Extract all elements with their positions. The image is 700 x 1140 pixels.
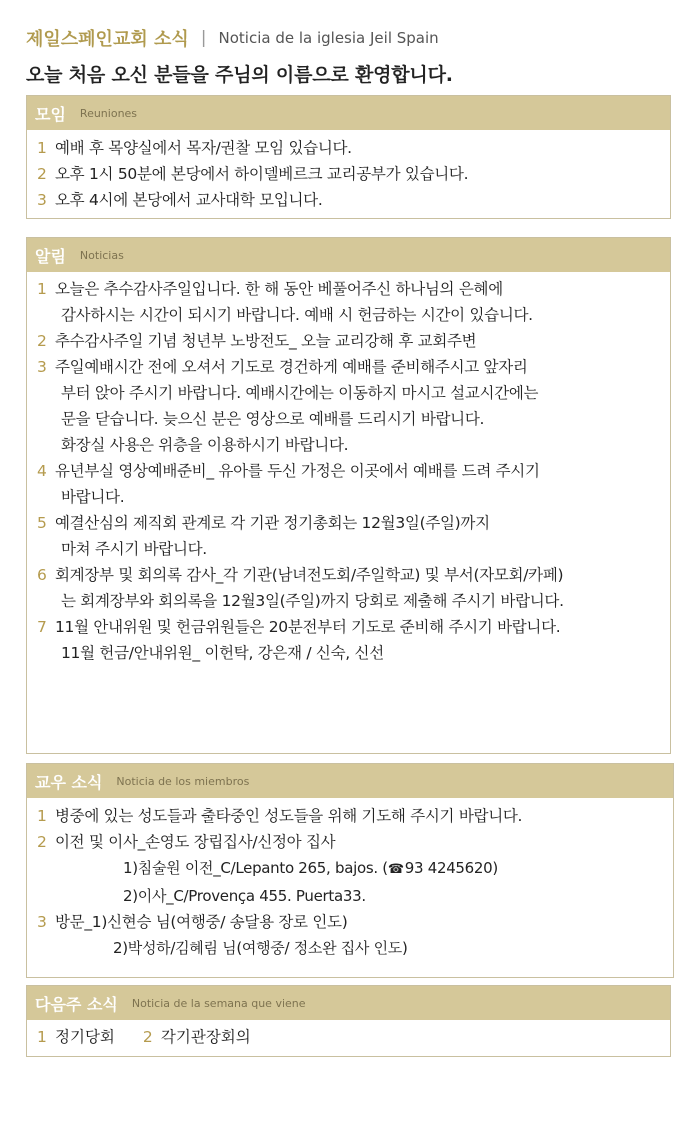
- list-item: [37, 803, 663, 829]
- item-text: 11월 헌금/안내위원_ 이헌탁, 강은재 / 신숙, 신선: [61, 644, 384, 662]
- item-text: 이전 및 이사_손영도 장립집사/신정아 집사: [55, 833, 336, 851]
- members-header: [27, 764, 673, 798]
- list-item: [37, 829, 663, 909]
- list-item: [37, 510, 660, 562]
- meetings-section: [26, 95, 671, 219]
- item-number: 3: [37, 358, 47, 376]
- item-number: 2: [142, 1028, 153, 1046]
- item-text: 회계장부 및 회의록 감사_각 기관(남녀전도회/주일학교) 및 부서(자모회/카페): [55, 566, 564, 584]
- item-number: 7: [37, 618, 47, 636]
- list-item: [37, 909, 663, 961]
- notices-list: [27, 272, 670, 670]
- item-number: 1: [37, 139, 47, 157]
- list-item: [37, 276, 660, 328]
- next-week-title-korean: 다음주 소식: [35, 994, 118, 1014]
- title-separator: |: [200, 28, 207, 48]
- meetings-list: [27, 130, 670, 217]
- item-text: 는 회계장부와 회의록을 12월3일(주일)까지 당회로 제출해 주시기 바랍니다.: [61, 592, 564, 610]
- list-item: [37, 328, 660, 354]
- item-text: 감사하시는 시간이 되시기 바랍니다. 예배 시 헌금하는 시간이 있습니다.: [61, 306, 533, 324]
- item-text: 오후 4시에 본당에서 교사대학 모입니다.: [55, 191, 323, 209]
- meetings-header: [27, 96, 670, 130]
- item-number: 2: [37, 165, 47, 183]
- bulletin-header: [26, 22, 676, 87]
- list-item: [37, 354, 660, 458]
- next-week-list: [27, 1020, 670, 1056]
- item-subline: 2)박성하/김혜림 님(여행중/ 정소완 집사 인도): [113, 939, 408, 957]
- members-list: [27, 798, 673, 965]
- item-number: 2: [37, 332, 47, 350]
- notices-title-korean: 알림: [35, 246, 66, 266]
- item-text: 바랍니다.: [61, 488, 125, 506]
- item-subline: 2)이사_C/Provença 455. Puerta33.: [123, 887, 366, 905]
- list-item: [37, 614, 660, 666]
- item-subline: [55, 855, 663, 883]
- list-item: [37, 458, 660, 510]
- item-number: 1: [37, 1028, 47, 1046]
- item-text: 예결산심의 제직회 관계로 각 기관 정기총회는 12월3일(주일)까지: [55, 514, 490, 532]
- item-number: 1: [37, 280, 47, 298]
- item-number: 6: [37, 566, 47, 584]
- meetings-title-korean: 모임: [35, 104, 66, 124]
- item-text: 정기당회: [55, 1028, 115, 1046]
- item-text: 부터 앉아 주시기 바랍니다. 예배시간에는 이동하지 마시고 설교시간에는: [61, 384, 539, 402]
- list-item: [37, 161, 660, 187]
- members-section: [26, 763, 674, 978]
- item-text: 오후 1시 50분에 본당에서 하이델베르크 교리공부가 있습니다.: [55, 165, 469, 183]
- item-number: 2: [37, 833, 47, 851]
- item-text: 문을 닫습니다. 늦으신 분은 영상으로 예배를 드리시기 바랍니다.: [61, 410, 485, 428]
- members-title-spanish: Noticia de los miembros: [116, 774, 250, 788]
- item-number: 3: [37, 191, 47, 209]
- item-text: 화장실 사용은 위층을 이용하시기 바랍니다.: [61, 436, 349, 454]
- church-name-korean: 제일스페인교회 소식: [26, 29, 189, 50]
- item-text: 병중에 있는 성도들과 출타중인 성도들을 위해 기도해 주시기 바랍니다.: [55, 807, 523, 825]
- item-text: 마쳐 주시기 바랍니다.: [61, 540, 207, 558]
- phone-icon: ☎: [387, 862, 404, 877]
- list-item: [37, 187, 660, 213]
- notices-header: [27, 238, 670, 272]
- notices-section: [26, 237, 671, 754]
- item-number: 3: [37, 913, 47, 931]
- meetings-title-spanish: Reuniones: [79, 106, 138, 120]
- item-text: 오늘은 추수감사주일입니다. 한 해 동안 베풀어주신 하나님의 은혜에: [55, 280, 503, 298]
- members-title-korean: 교우 소식: [35, 772, 103, 792]
- item-text: 추수감사주일 기념 청년부 노방전도_ 오늘 교리강해 후 교회주변: [55, 332, 477, 350]
- item-text: 유년부실 영상예배준비_ 유아를 두신 가정은 이곳에서 예배를 드려 주시기: [55, 462, 540, 480]
- notices-title-spanish: Noticias: [79, 248, 124, 262]
- item-number: 1: [37, 807, 47, 825]
- item-text: 11월 안내위원 및 헌금위원들은 20분전부터 기도로 준비해 주시기 바랍니다.: [55, 618, 561, 636]
- item-text: 예배 후 목양실에서 목자/권찰 모임 있습니다.: [55, 139, 352, 157]
- phone-number: 93 4245620): [404, 859, 498, 877]
- list-item: [37, 562, 660, 614]
- list-item: [37, 135, 660, 161]
- church-name-spanish: Noticia de la iglesia Jeil Spain: [218, 29, 439, 47]
- item-number: 5: [37, 514, 47, 532]
- item-text: 각기관장회의: [160, 1028, 251, 1046]
- item-text: 방문_1)신현승 님(여행중/ 송달용 장로 인도): [55, 913, 348, 931]
- item-number: 4: [37, 462, 47, 480]
- next-week-header: [27, 986, 670, 1020]
- next-week-section: [26, 985, 671, 1057]
- clinic-move-text: 1)침술원 이전_C/Lepanto 265, bajos. (: [123, 859, 388, 877]
- next-week-title-spanish: Noticia de la semana que viene: [131, 996, 306, 1010]
- item-text: 주일예배시간 전에 오셔서 기도로 경건하게 예배를 준비해주시고 앞자리: [55, 358, 528, 376]
- welcome-message: 오늘 처음 오신 분들을 주님의 이름으로 환영합니다.: [26, 64, 453, 86]
